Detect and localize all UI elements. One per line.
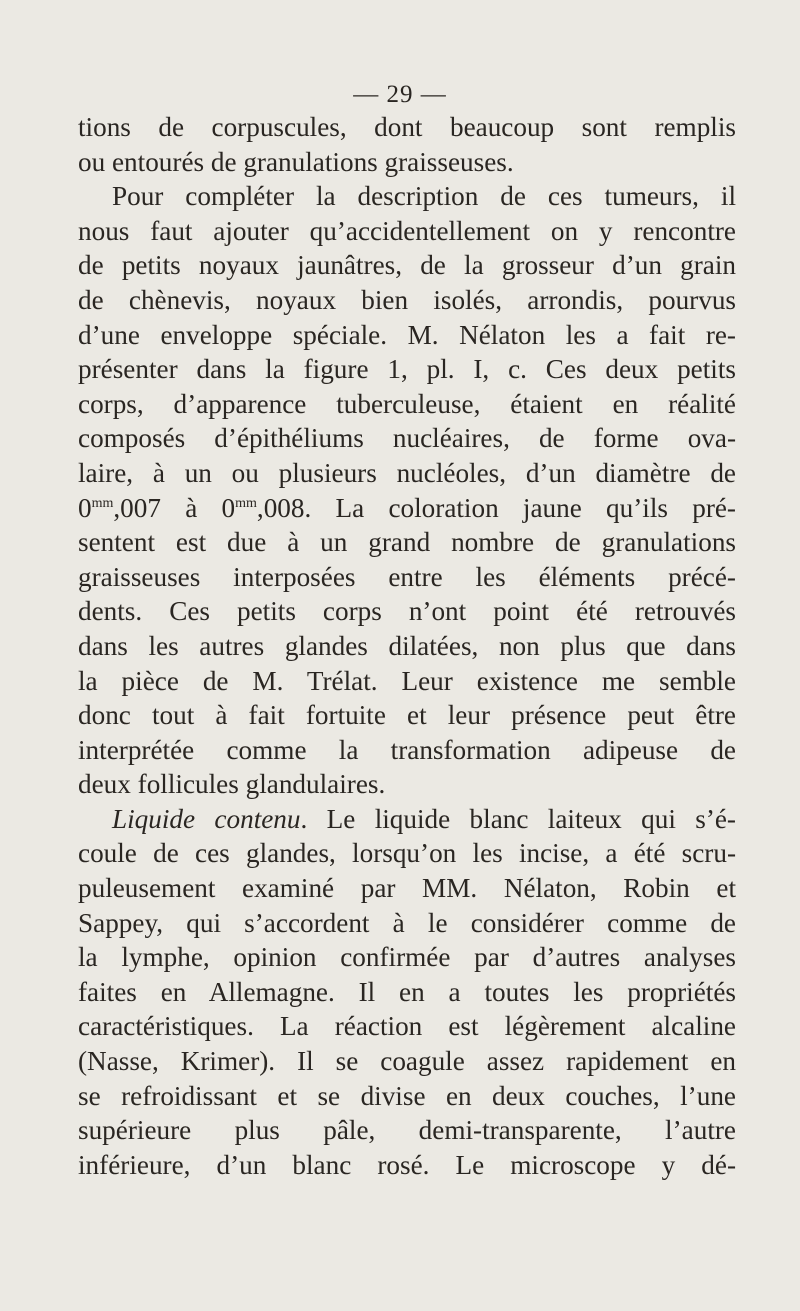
text-line-measurement: $0^{mm},007$ à $0^{mm},008$. La coloration jaune qu’ils pré- (78, 492, 736, 523)
section-heading-line: Liquide contenu. Le liquide blanc laiteux qui s’é- (112, 803, 736, 834)
text-line: graisseuses interposées entre les éléments précé- (78, 561, 736, 592)
text-line: de petits noyaux jaunâtres, de la grosseur d’un grain (78, 250, 736, 281)
text-line: supérieure plus pâle, demi-transparente, l’autre (78, 1115, 736, 1146)
text-line: laire, à un ou plusieurs nucléoles, d’un diamètre de (78, 457, 736, 488)
text-line: coule de ces glandes, lorsqu’on les incise, a été scru- (78, 838, 736, 869)
text-line: d’une enveloppe spéciale. M. Nélaton les a fait re- (78, 319, 736, 350)
text-line: deux follicules glandulaires. (78, 769, 386, 800)
unit-superscript: mm (91, 495, 114, 511)
text-line: Pour compléter la description de ces tumeurs, il (112, 181, 736, 212)
text-line: ou entourés de granulations graisseuses. (78, 146, 514, 177)
text-line: tions de corpuscules, dont beaucoup sont remplis (78, 112, 736, 142)
text-line: corps, d’apparence tuberculeuse, étaient en réalité (78, 388, 736, 419)
text-line: la pièce de M. Trélat. Leur existence me semble (78, 665, 736, 696)
text-line: faites en Allemagne. Il en a toutes les propriétés (78, 976, 736, 1007)
text-line: présenter dans la figure 1, pl. I, c. Ces deux petits (78, 354, 736, 385)
unit-superscript: mm (235, 495, 257, 511)
text-line: la lymphe, opinion confirmée par d’autres analyses (78, 942, 736, 973)
text-line: (Nasse, Krimer). Il se coagule assez rapidement en (78, 1046, 736, 1077)
text-line: de chènevis, noyaux bien isolés, arrondis, pourvus (78, 284, 736, 315)
text-line: caractéristiques. La réaction est légèrement alcaline (78, 1011, 736, 1042)
text-line: sentent est due à un grand nombre de granulations (78, 527, 736, 558)
text-line: composés d’épithéliums nucléaires, de forme ova- (78, 423, 736, 454)
text-line: nous faut ajouter qu’accidentellement on y rencontre (78, 215, 736, 246)
text-line: Sappey, qui s’accordent à le considérer comme de (78, 907, 736, 938)
page-number: — 29 — (353, 81, 447, 108)
text-line: inférieure, d’un blanc rosé. Le microscope y dé- (78, 1149, 736, 1180)
text-line: se refroidissant et se divise en deux couches, l’une (78, 1080, 736, 1111)
text-line: interprétée comme la transformation adipeuse de (78, 734, 736, 765)
text-line: dans les autres glandes dilatées, non plus que dans (78, 630, 736, 661)
body-text (78, 110, 736, 1182)
section-heading: Liquide contenu (112, 803, 301, 834)
text-line: puleusement examiné par MM. Nélaton, Robin et (78, 873, 736, 904)
text-line: donc tout à fait fortuite et leur présence peut être (78, 700, 736, 731)
text-line: dents. Ces petits corps n’ont point été retrouvés (78, 596, 736, 627)
